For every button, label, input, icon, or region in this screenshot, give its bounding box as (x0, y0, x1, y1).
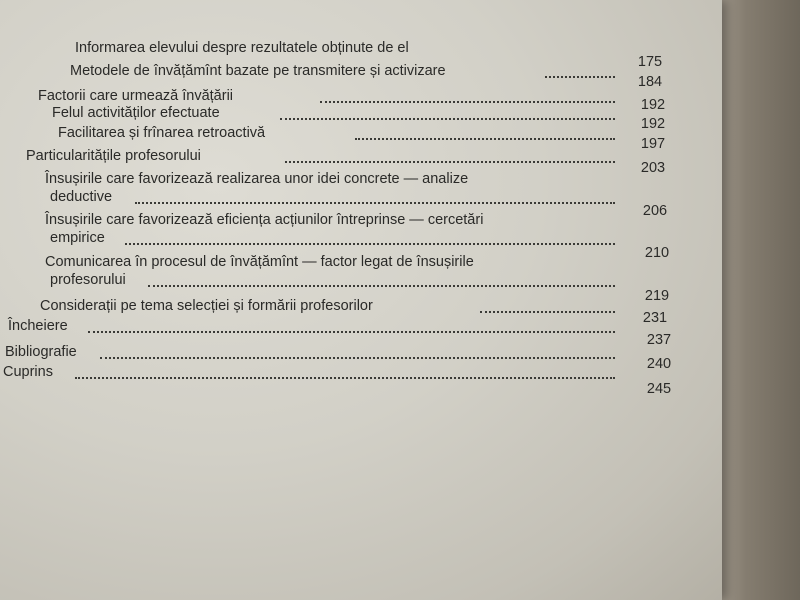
leader-dots (355, 118, 615, 140)
leader-dots (148, 265, 615, 287)
toc-entry-page: 219 (644, 288, 670, 304)
toc-entry-page: 231 (642, 310, 668, 326)
toc-entry-title: Factorii care urmează învățării (38, 88, 234, 104)
book-edge (722, 0, 800, 600)
toc-entry-page: 192 (640, 116, 666, 132)
toc-entry-page: 237 (646, 332, 672, 348)
leader-dots (100, 337, 615, 359)
toc-entry-title: Metodele de învățămînt bazate pe transmitere și activizare (70, 63, 446, 79)
leader-dots (545, 56, 615, 78)
toc-entry-continuation: deductive (50, 189, 113, 205)
toc-entry-continuation: profesorului (50, 272, 126, 288)
toc-entry-page: 197 (640, 136, 666, 152)
leader-dots (75, 357, 615, 379)
toc-entry-title: Comunicarea în procesul de învățămînt — factor legat de însușirile (45, 254, 474, 270)
leader-dots (125, 223, 615, 245)
toc-entry-page: 203 (640, 160, 666, 176)
toc-entry-page: 245 (646, 381, 672, 397)
leader-dots (88, 311, 615, 333)
toc-entry-page: 184 (637, 74, 663, 90)
toc-entry-title: Încheiere (8, 318, 68, 334)
toc-entry-title: Bibliografie (5, 344, 77, 360)
toc-entry-page: 210 (644, 245, 670, 261)
leader-dots (280, 98, 615, 120)
toc-entry-title: Însușirile care favorizează realizarea unor idei concrete — analize (45, 171, 469, 187)
toc-entry-title: Cuprins (3, 364, 53, 380)
leader-dots (480, 291, 615, 313)
toc-entry-title: Felul activităților efectuate (52, 105, 220, 121)
toc-entry-title: Considerații pe tema selecției și formării profesorilor (40, 298, 373, 314)
toc-entry-title: Facilitarea și frînarea retroactivă (58, 125, 266, 141)
toc-entry-title: Însușirile care favorizează eficiența acțiunilor întreprinse — cercetări (45, 212, 484, 228)
toc-entry-title: Informarea elevului despre rezultatele obținute de el (75, 40, 409, 56)
toc-entry-continuation: empirice (50, 230, 105, 246)
toc-entry-page: 206 (642, 203, 668, 219)
leader-dots (285, 141, 615, 163)
toc-entry-title: Particularitățile profesorului (26, 148, 201, 164)
toc-entry-page: 240 (646, 356, 672, 372)
toc-entry-page: 175 (637, 54, 663, 70)
toc-entry-page: 192 (640, 97, 666, 113)
leader-dots (135, 182, 615, 204)
